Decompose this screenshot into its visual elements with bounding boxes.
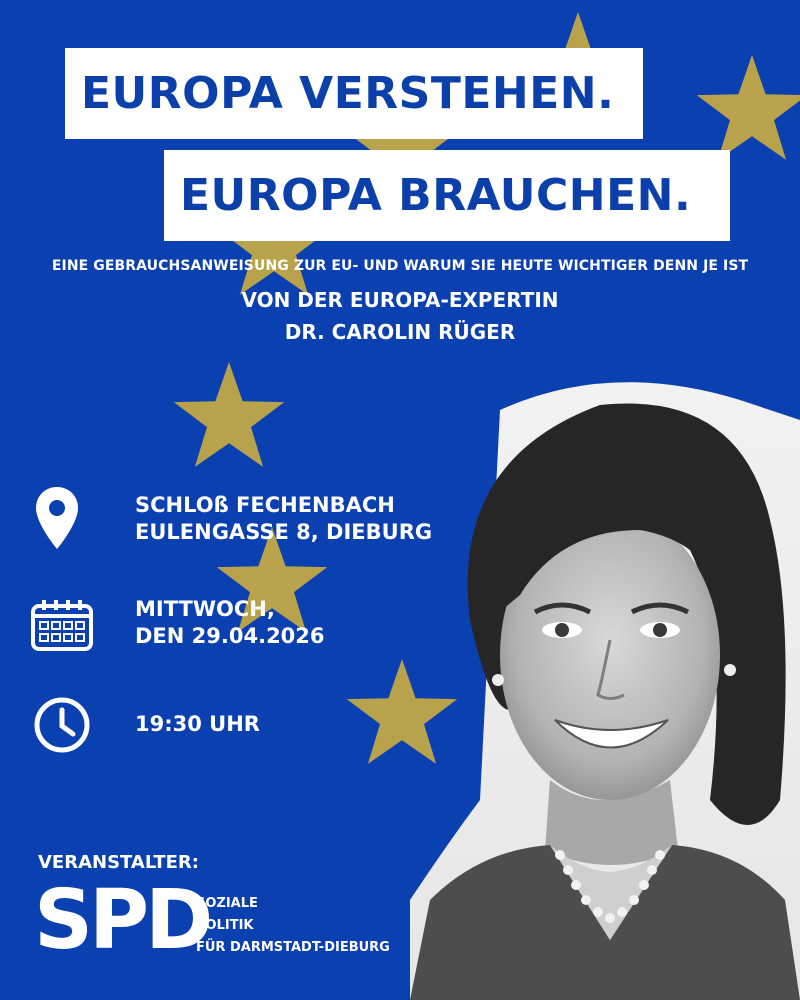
headline-line-1: EUROPA VERSTEHEN. <box>65 48 643 139</box>
star-icon <box>174 362 284 467</box>
date-line-1: MITTWOCH, <box>135 597 275 621</box>
event-date <box>135 596 325 650</box>
event-location <box>135 492 432 546</box>
tagline: EINE GEBRAUCHSANWEISUNG ZUR EU- UND WARUM SIE HEUTE WICHTIGER DENN JE IST <box>51 258 749 274</box>
clock-icon <box>33 696 91 754</box>
time-line-1: 19:30 UHR <box>135 712 260 736</box>
spd-tagline-line: FÜR DARMSTADT-DIEBURG <box>196 940 390 955</box>
headline-line-2: EUROPA BRAUCHEN. <box>164 150 730 241</box>
speaker-portrait <box>410 380 800 1000</box>
event-time <box>135 711 260 738</box>
location-pin-icon <box>34 485 80 551</box>
star-icon <box>697 55 800 160</box>
date-line-2: DEN 29.04.2026 <box>135 624 325 648</box>
spd-tagline-line: POLITIK <box>196 918 254 933</box>
spd-tagline-line: SOZIALE <box>196 896 258 911</box>
speaker-intro: VON DER EUROPA-EXPERTIN <box>241 288 559 312</box>
speaker-name: DR. CAROLIN RÜGER <box>284 320 516 344</box>
organizer-label: VERANSTALTER: <box>38 852 199 873</box>
calendar-icon <box>30 598 94 652</box>
spd-logo: SPD <box>34 873 210 968</box>
spd-tagline <box>196 893 390 959</box>
location-line-2: EULENGASSE 8, DIEBURG <box>135 520 433 544</box>
location-line-1: SCHLOß FECHENBACH <box>135 493 395 517</box>
